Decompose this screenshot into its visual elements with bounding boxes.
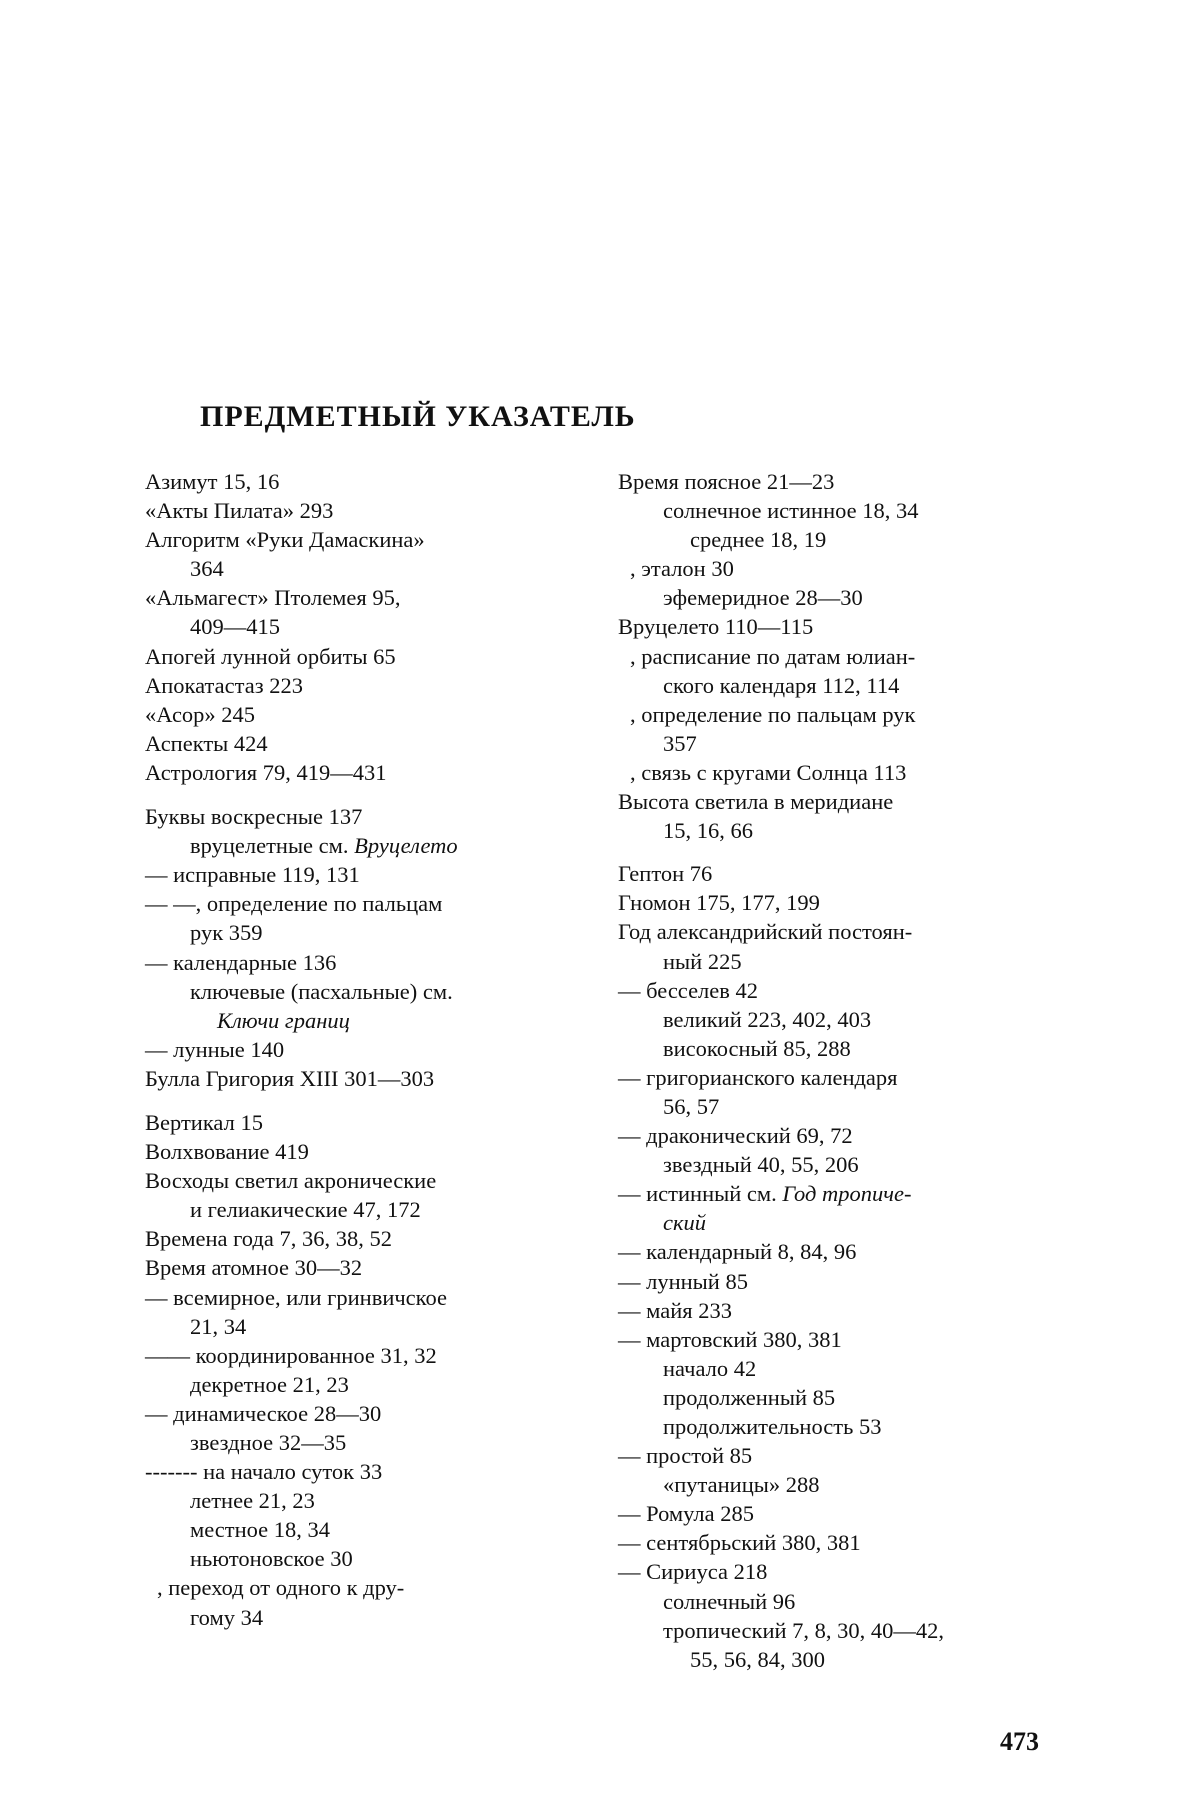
- index-entry: среднее 18, 19: [690, 527, 827, 553]
- index-entry: Алгоритм «Руки Дамаскина»: [145, 527, 425, 553]
- index-entry: местное 18, 34: [190, 1517, 331, 1543]
- index-entry: «Акты Пилата» 293: [145, 498, 334, 524]
- index-entry: 357: [663, 730, 697, 756]
- index-entry-text: вруцелетные см.: [190, 833, 355, 859]
- index-entry: «путаницы» 288: [663, 1472, 820, 1498]
- index-entry: — драконический 69, 72: [618, 1123, 853, 1149]
- index-entry: рук 359: [190, 920, 263, 946]
- index-entry: продолженный 85: [663, 1384, 836, 1410]
- index-entry: [618, 1179, 1038, 1208]
- index-entry: начало 42: [663, 1355, 757, 1381]
- index-entry: Булла Григория XIII 301—303: [145, 1065, 435, 1091]
- index-entry: 409—415: [190, 614, 280, 640]
- index-entry: — бесселев 42: [618, 977, 759, 1003]
- index-entry: декретное 21, 23: [190, 1371, 349, 1397]
- index-entry: —— координированное 31, 32: [145, 1342, 437, 1368]
- index-entry: продолжительность 53: [663, 1414, 882, 1439]
- index-entry: високосный 85, 288: [663, 1035, 851, 1061]
- index-entry: ный 225: [663, 948, 742, 974]
- index-entry: , эталон 30: [630, 556, 734, 582]
- index-entry: , переход от одного к дру-: [157, 1575, 405, 1601]
- index-entry: Вертикал 15: [145, 1109, 263, 1135]
- index-entry: — динамическое 28—30: [145, 1400, 382, 1426]
- index-entry: Гептон 76: [618, 861, 713, 887]
- index-entry: [145, 1006, 595, 1035]
- index-entry: тропический 7, 8, 30, 40—42,: [663, 1617, 945, 1643]
- index-entry: 364: [190, 556, 224, 582]
- section-gap: [145, 1093, 595, 1108]
- index-entry: звездное 32—35: [190, 1430, 347, 1455]
- index-entry: Гномон 175, 177, 199: [618, 890, 820, 916]
- index-entry: Время поясное 21—23: [618, 469, 835, 494]
- index-entry: — простой 85: [618, 1443, 753, 1469]
- index-entry: «Альмагест» Птолемея 95,: [145, 585, 401, 611]
- index-entry: — лунные 140: [145, 1036, 285, 1062]
- index-entry: и гелиакические 47, 172: [190, 1197, 421, 1223]
- index-entry: Волхвование 419: [145, 1139, 309, 1165]
- section-gap: [618, 845, 1038, 859]
- index-entry: — календарные 136: [145, 949, 337, 975]
- index-entry: Вруцелето 110—115: [618, 614, 814, 640]
- index-entry: эфемеридное 28—30: [663, 585, 863, 611]
- index-entry: — мартовский 380, 381: [618, 1326, 842, 1352]
- index-entry: 21, 34: [190, 1313, 247, 1339]
- index-entry: — исправные 119, 131: [145, 862, 360, 888]
- index-entry: Апокатастаз 223: [145, 672, 303, 698]
- index-entry: Высота светила в меридиане: [618, 789, 894, 815]
- section-gap: [145, 787, 595, 802]
- index-title: ПРЕДМЕТНЫЙ УКАЗАТЕЛЬ: [200, 400, 636, 433]
- cross-reference: ский: [663, 1210, 707, 1236]
- index-entry: — лунный 85: [618, 1268, 748, 1294]
- index-entry: — Сириуса 218: [618, 1559, 768, 1585]
- index-entry: Азимут 15, 16: [145, 469, 280, 494]
- index-entry: звездный 40, 55, 206: [663, 1152, 859, 1178]
- index-entry: Астрология 79, 419—431: [145, 759, 387, 785]
- index-entry: Год александрийский постоян-: [618, 919, 913, 945]
- index-entry: великий 223, 402, 403: [663, 1006, 872, 1032]
- index-entry: — календарный 8, 84, 96: [618, 1239, 857, 1265]
- index-entry: 56, 57: [663, 1093, 720, 1119]
- index-entry-text: — истинный см.: [618, 1181, 783, 1207]
- index-entry: гому 34: [190, 1604, 264, 1630]
- index-entry: — Ромула 285: [618, 1501, 754, 1527]
- index-entry: Апогей лунной орбиты 65: [145, 643, 396, 669]
- index-entry: солнечный 96: [663, 1588, 796, 1614]
- index-entry: 15, 16, 66: [663, 818, 753, 844]
- index-entry: летнее 21, 23: [190, 1488, 315, 1514]
- index-entry: Восходы светил акронические: [145, 1168, 437, 1194]
- index-entry: ского календаря 112, 114: [663, 672, 900, 698]
- cross-reference: Ключи границ: [217, 1007, 350, 1033]
- index-entry: ньютоновское 30: [190, 1546, 353, 1572]
- index-entry: ключевые (пасхальные) см.: [190, 978, 453, 1004]
- index-column-right: [618, 467, 1038, 1674]
- index-entry: — сентябрьский 380, 381: [618, 1530, 861, 1556]
- cross-reference: Год тропиче-: [782, 1181, 912, 1207]
- index-entry: «Асор» 245: [145, 701, 256, 727]
- index-entry: , связь с кругами Солнца 113: [630, 759, 907, 785]
- index-entry: — майя 233: [618, 1297, 732, 1323]
- index-entry: — всемирное, или гринвичское: [145, 1284, 447, 1310]
- page-number: 473: [1000, 1727, 1039, 1756]
- index-column-left: [145, 467, 595, 1632]
- index-entry: 55, 56, 84, 300: [690, 1646, 825, 1672]
- index-entry: , расписание по датам юлиан-: [630, 643, 916, 669]
- index-entry: Аспекты 424: [145, 730, 268, 756]
- index-entry: Время атомное 30—32: [145, 1255, 363, 1281]
- index-entry: — —, определение по пальцам: [145, 891, 443, 917]
- index-entry: ------- на начало суток 33: [145, 1459, 383, 1485]
- index-entry: солнечное истинное 18, 34: [663, 498, 919, 524]
- index-entry: Буквы воскресные 137: [145, 804, 363, 830]
- index-entry: , определение по пальцам рук: [630, 701, 916, 727]
- index-entry: — григорианского календаря: [618, 1064, 898, 1090]
- index-entry: Времена года 7, 36, 38, 52: [145, 1226, 392, 1252]
- cross-reference: Вруцелето: [354, 833, 458, 859]
- index-entry: [618, 1208, 1038, 1237]
- index-entry: [145, 831, 595, 860]
